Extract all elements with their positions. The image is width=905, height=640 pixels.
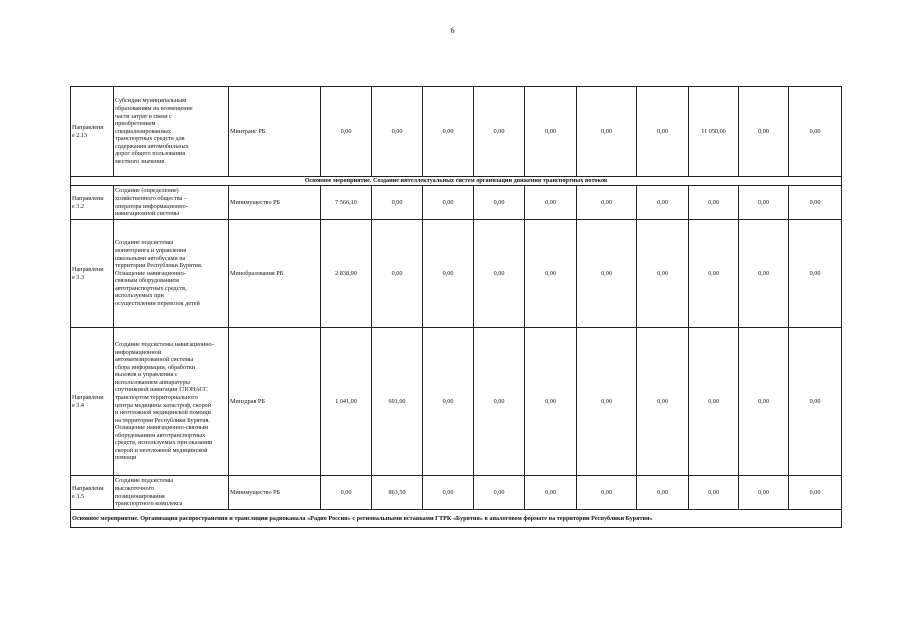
section-heading: Основное мероприятие. Организация распространения и трансляции радиоканала «Радио России» с региональными вставками ГТРК «Бурятия» в аналоговом формате на территории Республики Бурятия»: [71, 510, 842, 528]
value-cell: 0,00: [474, 186, 525, 220]
value-cell: 0,00: [689, 220, 739, 328]
row-description-text: Создание подсистемы навигационно- информационной автоматизированной системы сбора информации, обработки вызовов и управления с использованием аппаратуры спутниковой навигации ГЛОНАСС транспортом территориального центра медицины катастроф, скорой и неотложной медицинской помощи на территории Республики Бурятия. Оснащение навигационно-связным оборудованием автотранспортных средств, используемых при оказании скорой и неотложной медицинской помощи: [115, 341, 214, 462]
value-cell: 0,00: [577, 186, 637, 220]
budget-table: [70, 86, 842, 528]
section-row: [71, 510, 842, 528]
row-description-text: Создание (определение) хозяйственного общества – оператора информационно- навигационной системы: [115, 187, 188, 218]
value-cell: 0,00: [739, 186, 789, 220]
row-description: [114, 476, 229, 510]
row-code: [71, 87, 114, 177]
row-code-text: Направлени е 2.13: [72, 123, 104, 139]
value-cell: 0,00: [789, 186, 842, 220]
table-row: [71, 186, 842, 220]
row-description-text: Субсидии муниципальным образованиям на возмещение части затрат в связи с приобретением специализированных транспортных средств для содержания автомобильных дорог общего пользования местного значения: [115, 97, 193, 165]
value-cell: 11 050,00: [689, 87, 739, 177]
value-cell: 0,00: [689, 476, 739, 510]
row-organization: Минобразования РБ: [229, 220, 321, 328]
row-code-text: Направлени е 3.4: [72, 393, 104, 409]
value-cell: 0,00: [637, 186, 689, 220]
value-cell: 0,00: [577, 476, 637, 510]
row-organization: Минимущество РБ: [229, 476, 321, 510]
value-cell: 0,00: [789, 476, 842, 510]
value-cell: 0,00: [637, 476, 689, 510]
value-cell: 0,00: [739, 328, 789, 476]
value-cell: 0,00: [423, 476, 474, 510]
value-cell: 0,00: [525, 476, 577, 510]
value-cell: 0,00: [372, 220, 423, 328]
row-description: [114, 87, 229, 177]
value-cell: 0,00: [739, 220, 789, 328]
value-cell: 1 041,00: [321, 328, 372, 476]
row-code-text: Направлени е 3.2: [72, 194, 104, 210]
row-code-text: Направлени е 3.5: [72, 484, 104, 500]
value-cell: 0,00: [739, 476, 789, 510]
value-cell: 0,00: [789, 87, 842, 177]
value-cell: 0,00: [423, 186, 474, 220]
table-row: [71, 328, 842, 476]
value-cell: 7 566,10: [321, 186, 372, 220]
table-row: [71, 220, 842, 328]
value-cell: 0,00: [689, 186, 739, 220]
value-cell: 2 838,90: [321, 220, 372, 328]
row-code: [71, 220, 114, 328]
value-cell: 0,00: [372, 87, 423, 177]
value-cell: 0,00: [525, 186, 577, 220]
row-organization: Минимущество РБ: [229, 186, 321, 220]
value-cell: 863,50: [372, 476, 423, 510]
value-cell: 0,00: [739, 87, 789, 177]
value-cell: 0,00: [474, 220, 525, 328]
value-cell: 0,00: [637, 87, 689, 177]
page-number: 6: [450, 26, 455, 35]
row-code: [71, 476, 114, 510]
value-cell: 0,00: [577, 87, 637, 177]
row-description: [114, 220, 229, 328]
value-cell: 0,00: [474, 476, 525, 510]
row-code-text: Направлени е 3.3: [72, 265, 104, 281]
row-description-text: Создание подсистемы мониторинга и управления школьными автобусами на территории Республики Бурятия. Оснащение навигационно- связным оборудованием автотранспортных средств, используемых при осуществлении перевозок детей: [115, 239, 203, 307]
value-cell: 0,00: [789, 220, 842, 328]
table-row: [71, 476, 842, 510]
table-row: [71, 87, 842, 177]
row-code: [71, 328, 114, 476]
section-row: [71, 177, 842, 186]
value-cell: 0,00: [423, 328, 474, 476]
value-cell: 0,00: [525, 220, 577, 328]
row-description-text: Создание подсистемы высокоточного позиционирования транспортного комплекса: [115, 477, 183, 508]
value-cell: 0,00: [321, 87, 372, 177]
value-cell: 0,00: [637, 220, 689, 328]
value-cell: 0,00: [637, 328, 689, 476]
value-cell: 0,00: [372, 186, 423, 220]
section-heading: Основное мероприятие. Создание интеллектуальных систем организации движения транспортных потоков: [71, 177, 842, 186]
row-organization: Минтранс РБ: [229, 87, 321, 177]
value-cell: 0,00: [525, 328, 577, 476]
value-cell: 0,00: [525, 87, 577, 177]
row-organization: Минздрав РБ: [229, 328, 321, 476]
row-description: [114, 186, 229, 220]
value-cell: 0,00: [423, 220, 474, 328]
row-description: [114, 328, 229, 476]
value-cell: 0,00: [474, 328, 525, 476]
value-cell: 601,00: [372, 328, 423, 476]
value-cell: 0,00: [689, 328, 739, 476]
row-code: [71, 186, 114, 220]
value-cell: 0,00: [577, 328, 637, 476]
value-cell: 0,00: [577, 220, 637, 328]
value-cell: 0,00: [423, 87, 474, 177]
value-cell: 0,00: [789, 328, 842, 476]
value-cell: 0,00: [321, 476, 372, 510]
value-cell: 0,00: [474, 87, 525, 177]
